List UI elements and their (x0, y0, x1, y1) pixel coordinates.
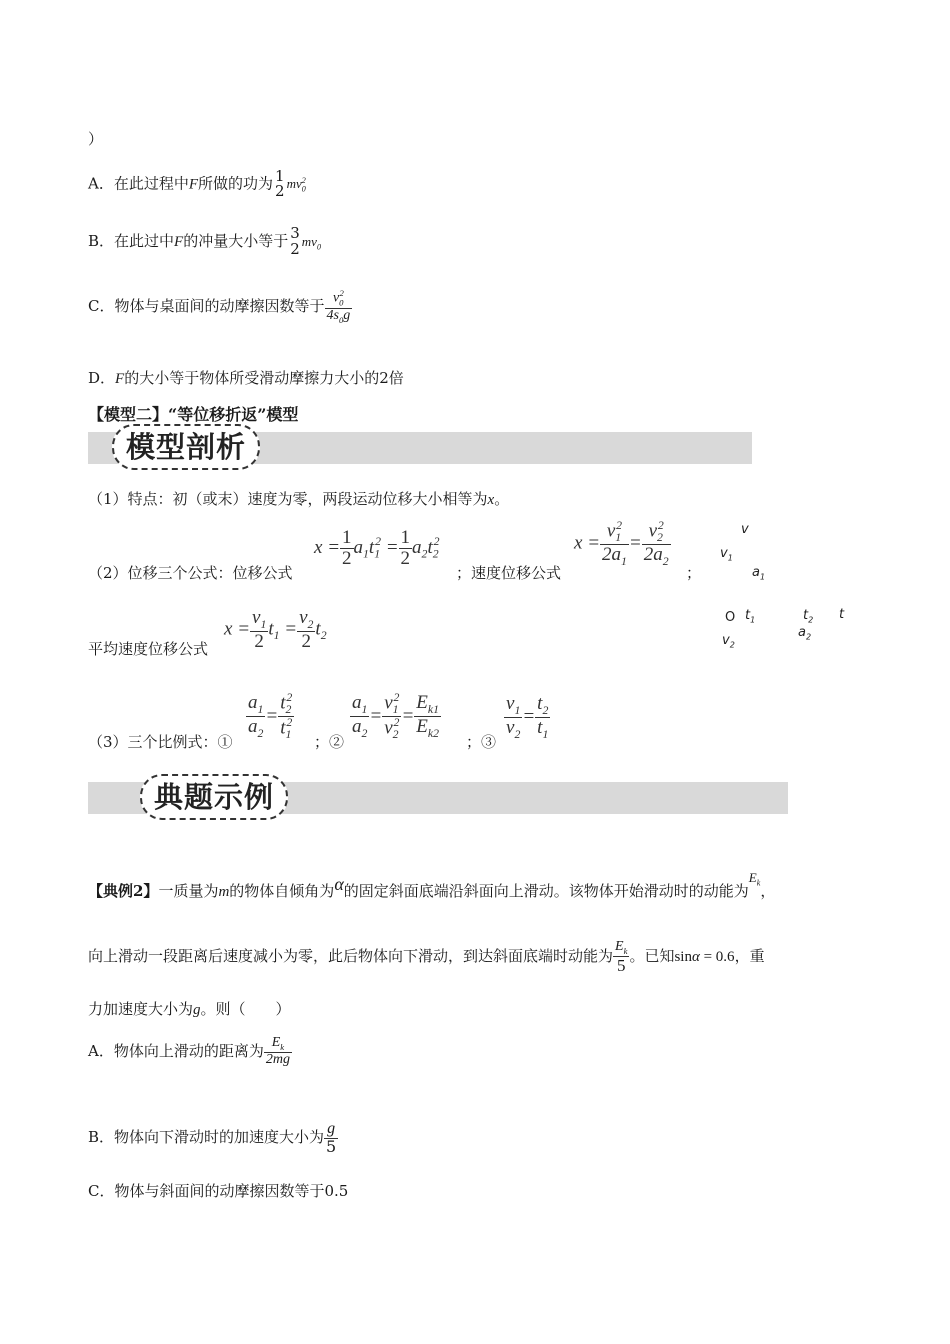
graph-v-label: v (741, 522, 749, 537)
velocity-displacement-formula: x = $\frac{v_1^2}{2a_1}$ = $\frac{v_2^2}{2a_2}$ (574, 519, 669, 569)
ratio-separator-three: ；③ (466, 733, 497, 751)
example-option-a-label: A． (88, 1042, 114, 1060)
example-tag: 【典例2】 (88, 882, 159, 900)
example-badge: 典题示例 (140, 774, 288, 820)
graph-a1-label: $a_1$ (752, 565, 766, 582)
example-option-c-label: C． (88, 1182, 115, 1200)
fraction-g-over-5: $\frac{g}{5}$ (326, 1119, 337, 1156)
example-line-three: 力加速度大小为g。则（ ） (88, 1000, 291, 1018)
fraction-three-halves: 3 2 (290, 224, 300, 258)
fraction-one-half: 1 2 (275, 166, 285, 201)
option-a-text: 在此过程中 (113, 174, 189, 193)
v-t-graph (715, 518, 865, 653)
option-b[interactable] (88, 220, 321, 269)
graph-t2-label: $t_2$ (803, 608, 814, 625)
model-analysis-badge: 模型剖析 (112, 424, 260, 470)
sin-alpha-expression: sinα = 0.6 (674, 949, 735, 965)
mv-term: $mv_0$ (301, 234, 321, 252)
example-option-c-value: 0.5 (324, 1182, 349, 1200)
option-a[interactable] (88, 160, 306, 211)
example-option-a-text: 物体向上滑动的距离为 (113, 1042, 264, 1060)
option-c-text: 物体与桌面间的动摩擦因数等于 (114, 297, 325, 315)
ratio-formula-three: $\frac{v_1}{v_2}$ = $\frac{t_2}{t_1}$ (506, 693, 549, 741)
option-b-text2: 的冲量大小等于 (183, 232, 289, 250)
gravity-variable: g (193, 1002, 201, 1018)
model-analysis-banner (88, 432, 752, 464)
ratio-formula-one: $\frac{a_1}{a_2}$ = $\frac{t_2^2}{t_1^2}$ (248, 691, 293, 742)
model-two-heading: 【模型二】“等位移折返”模型 (88, 405, 299, 424)
graph-v1-label: $v_1$ (720, 546, 733, 563)
option-d-number: 2 (379, 369, 389, 387)
mv-term: $mv_0^2$ (286, 176, 306, 194)
graph-t1-label: $t_1$ (745, 608, 756, 625)
force-variable: F (174, 234, 184, 250)
graph-a2-label: $a_2$ (798, 625, 812, 642)
displacement-variable: x (487, 492, 495, 508)
example-banner (88, 782, 788, 814)
angle-alpha: α (334, 874, 344, 894)
fraction-v0-over-4s0g: $\frac{v_0^2}{4s_0g}$ (326, 288, 351, 325)
formula-line-two-lead: （2）位移三个公式：位移公式 (88, 564, 293, 582)
option-a-text2: 所做的功为 (198, 174, 274, 193)
kinetic-energy-symbol: Ek (748, 870, 761, 888)
option-d-text: 的大小等于物体所受滑动摩擦力大小的 (124, 369, 380, 387)
formula-line-two-mid: ；速度位移公式 (456, 564, 562, 582)
displacement-formula: x = $\frac{1}{2}$ $a_1t_1^2$ = $\frac{1}{2}$ $a_2t_2^2$ (314, 527, 440, 569)
force-variable: F (115, 371, 125, 387)
example-option-a[interactable] (88, 1028, 292, 1074)
mass-variable: m (218, 884, 230, 900)
question-close-paren: ） (88, 130, 104, 148)
option-c-label: C． (88, 297, 115, 315)
option-d-label: D． (88, 369, 116, 387)
option-d-text2: 倍 (388, 369, 404, 387)
graph-t-label: t (839, 607, 845, 622)
example-line-one: 【典例2】一质量为m的物体自倾角为$^\alpha$的固定斜面底端沿斜面向上滑动。该物体开始滑动时的动能为$^{E_k}$， (88, 870, 776, 900)
ratio-line-lead: （3）三个比例式：① (88, 733, 233, 751)
force-variable: F (188, 176, 199, 193)
average-velocity-lead: 平均速度位移公式 (88, 640, 209, 658)
option-d[interactable] (88, 367, 404, 388)
option-c[interactable] (88, 284, 352, 328)
fraction-ek-over-5: $\frac{E_k}{5}$ (615, 938, 628, 975)
ratio-formula-two: $\frac{a_1}{a_2}$ = $\frac{v_1^2}{v_2^2}$ = $\frac{E_{k1}}{E_{k2}}$ (352, 691, 439, 742)
example-line-two: 向上滑动一段距离后速度减小为零，此后物体向下滑动，到达斜面底端时动能为 $\frac{E_k}{5}$ 。已知sinα = 0.6，重 (88, 938, 765, 975)
example-option-c-text: 物体与斜面间的动摩擦因数等于 (114, 1182, 325, 1200)
average-velocity-formula: x = $\frac{v_1}{2}$ $t_1$ = $\frac{v_2}{2}$ $t_2$ (224, 607, 327, 653)
option-b-text: 在此过中 (114, 232, 175, 250)
example-option-c[interactable] (88, 1180, 348, 1201)
formula-line-two-end: ； (686, 564, 702, 582)
graph-v2-label: $v_2$ (722, 633, 735, 650)
example-option-b-label: B． (88, 1128, 115, 1146)
example-option-b[interactable] (88, 1116, 338, 1158)
feature-line: （1）特点：初（或末）速度为零，两段运动位移大小相等为x。 (88, 490, 510, 508)
example-option-b-text: 物体向下滑动时的加速度大小为 (114, 1128, 325, 1146)
option-b-label: B． (88, 232, 115, 250)
option-a-label: A． (88, 174, 114, 193)
ratio-separator-two: ；② (314, 733, 345, 751)
graph-origin-label: O (725, 610, 736, 625)
fraction-ek-over-2mg: $\frac{E_k}{2mg}$ (265, 1035, 290, 1068)
